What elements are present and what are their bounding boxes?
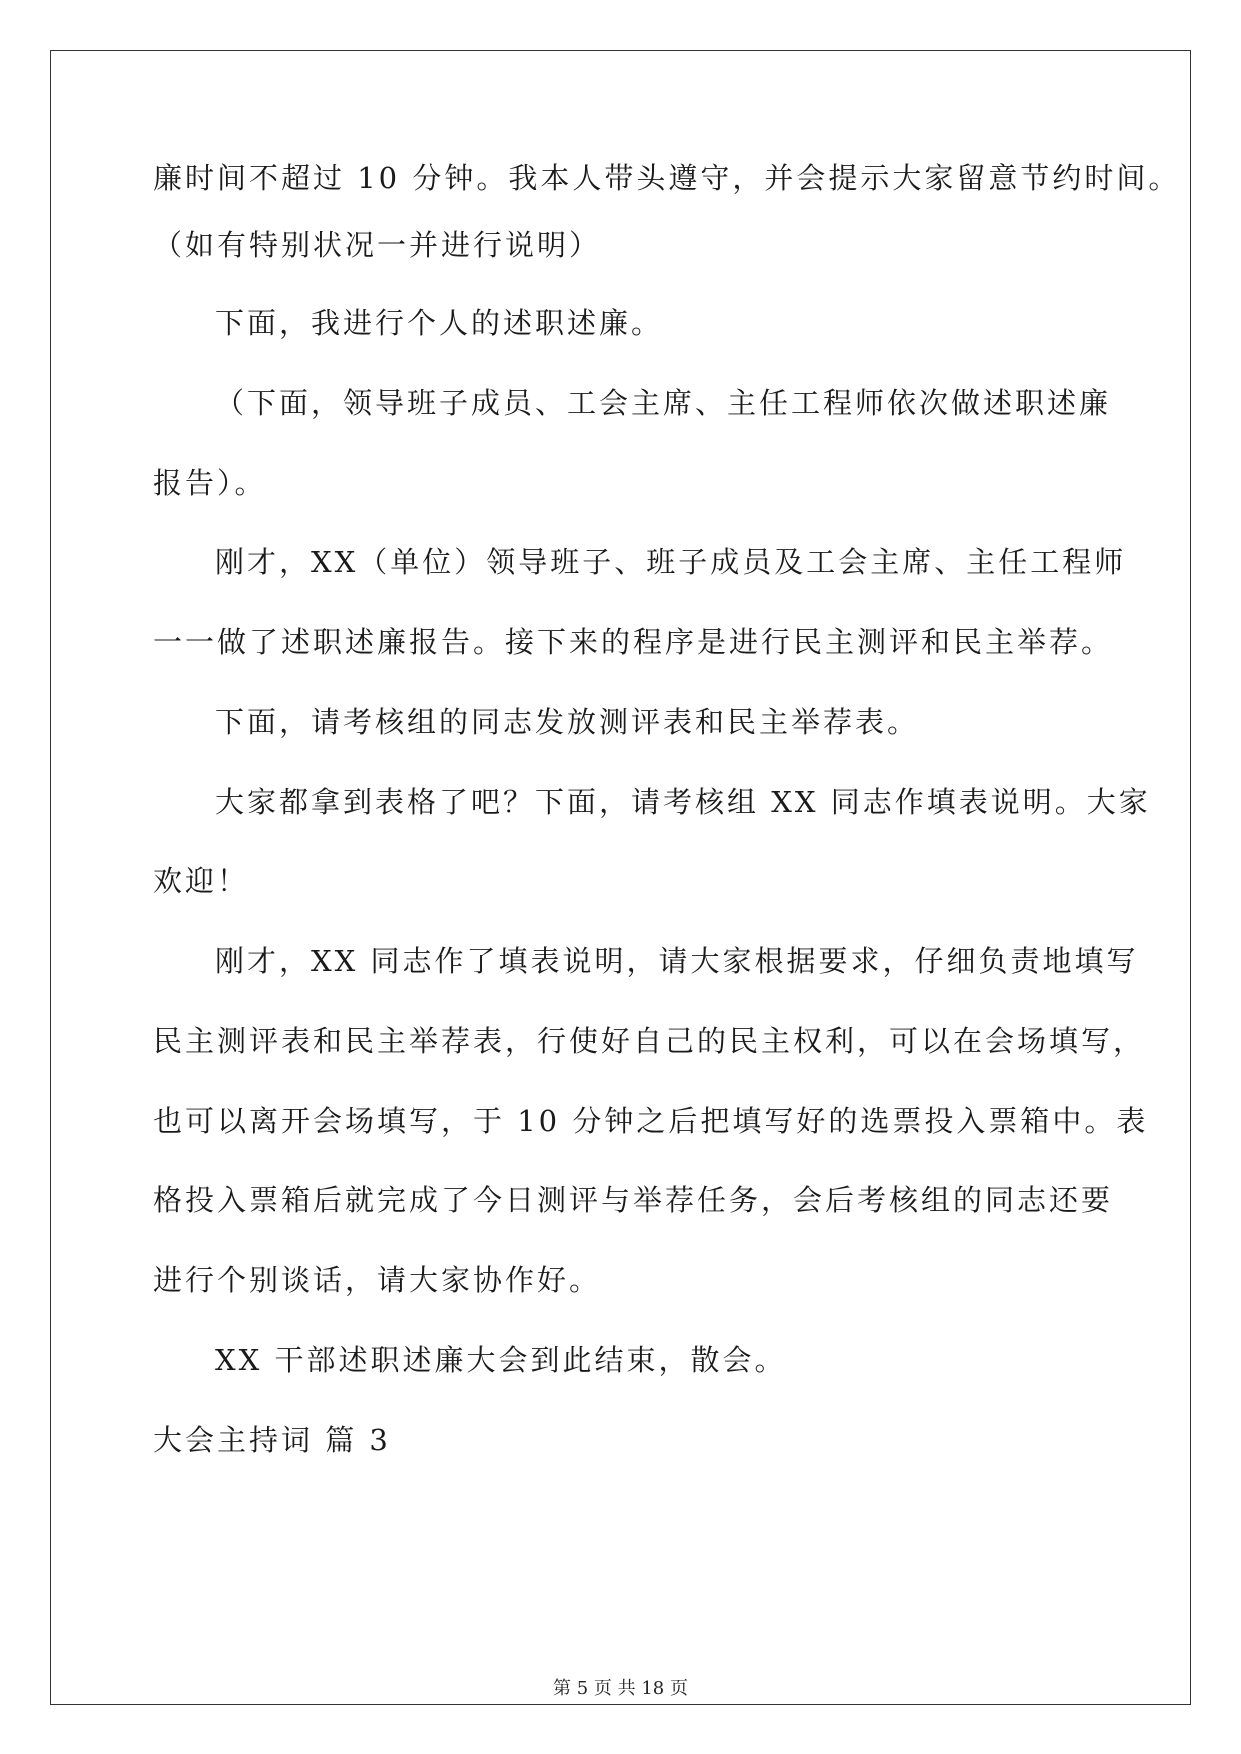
text-line: 报告）。 xyxy=(153,466,267,500)
text-line: 下面，请考核组的同志发放测评表和民主举荐表。 xyxy=(215,705,920,739)
text-line: 刚才，XX（单位）领导班子、班子成员及工会主席、主任工程师 xyxy=(215,545,1127,579)
text-line: XX 干部述职述廉大会到此结束，散会。 xyxy=(215,1343,787,1377)
text-line: 民主测评表和民主举荐表，行使好自己的民主权利，可以在会场填写， xyxy=(153,1024,1146,1058)
text-line: 欢迎！ xyxy=(153,864,250,898)
text-line: （下面，领导班子成员、工会主席、主任工程师依次做述职述廉 xyxy=(215,386,1112,420)
text-line: 进行个别谈话，请大家协作好。 xyxy=(153,1263,602,1297)
text-line: 廉时间不超过 10 分钟。我本人带头遵守，并会提示大家留意节约时间。 xyxy=(153,161,1181,195)
text-line: 也可以离开会场填写，于 10 分钟之后把填写好的选票投入票箱中。表 xyxy=(153,1104,1149,1138)
text-line: 一一做了述职述廉报告。接下来的程序是进行民主测评和民主举荐。 xyxy=(153,625,1114,659)
section-heading: 大会主持词 篇 3 xyxy=(153,1423,391,1457)
text-line: 下面，我进行个人的述职述廉。 xyxy=(215,306,664,340)
text-line: 格投入票箱后就完成了今日测评与举荐任务，会后考核组的同志还要 xyxy=(153,1183,1114,1217)
page-number: 第 5 页 共 18 页 xyxy=(553,1678,688,1699)
text-line: 大家都拿到表格了吧？下面，请考核组 XX 同志作填表说明。大家 xyxy=(215,785,1151,819)
text-line: （如有特别状况一并进行说明） xyxy=(153,228,602,262)
text-line: 刚才，XX 同志作了填表说明，请大家根据要求，仔细负责地填写 xyxy=(215,944,1139,978)
